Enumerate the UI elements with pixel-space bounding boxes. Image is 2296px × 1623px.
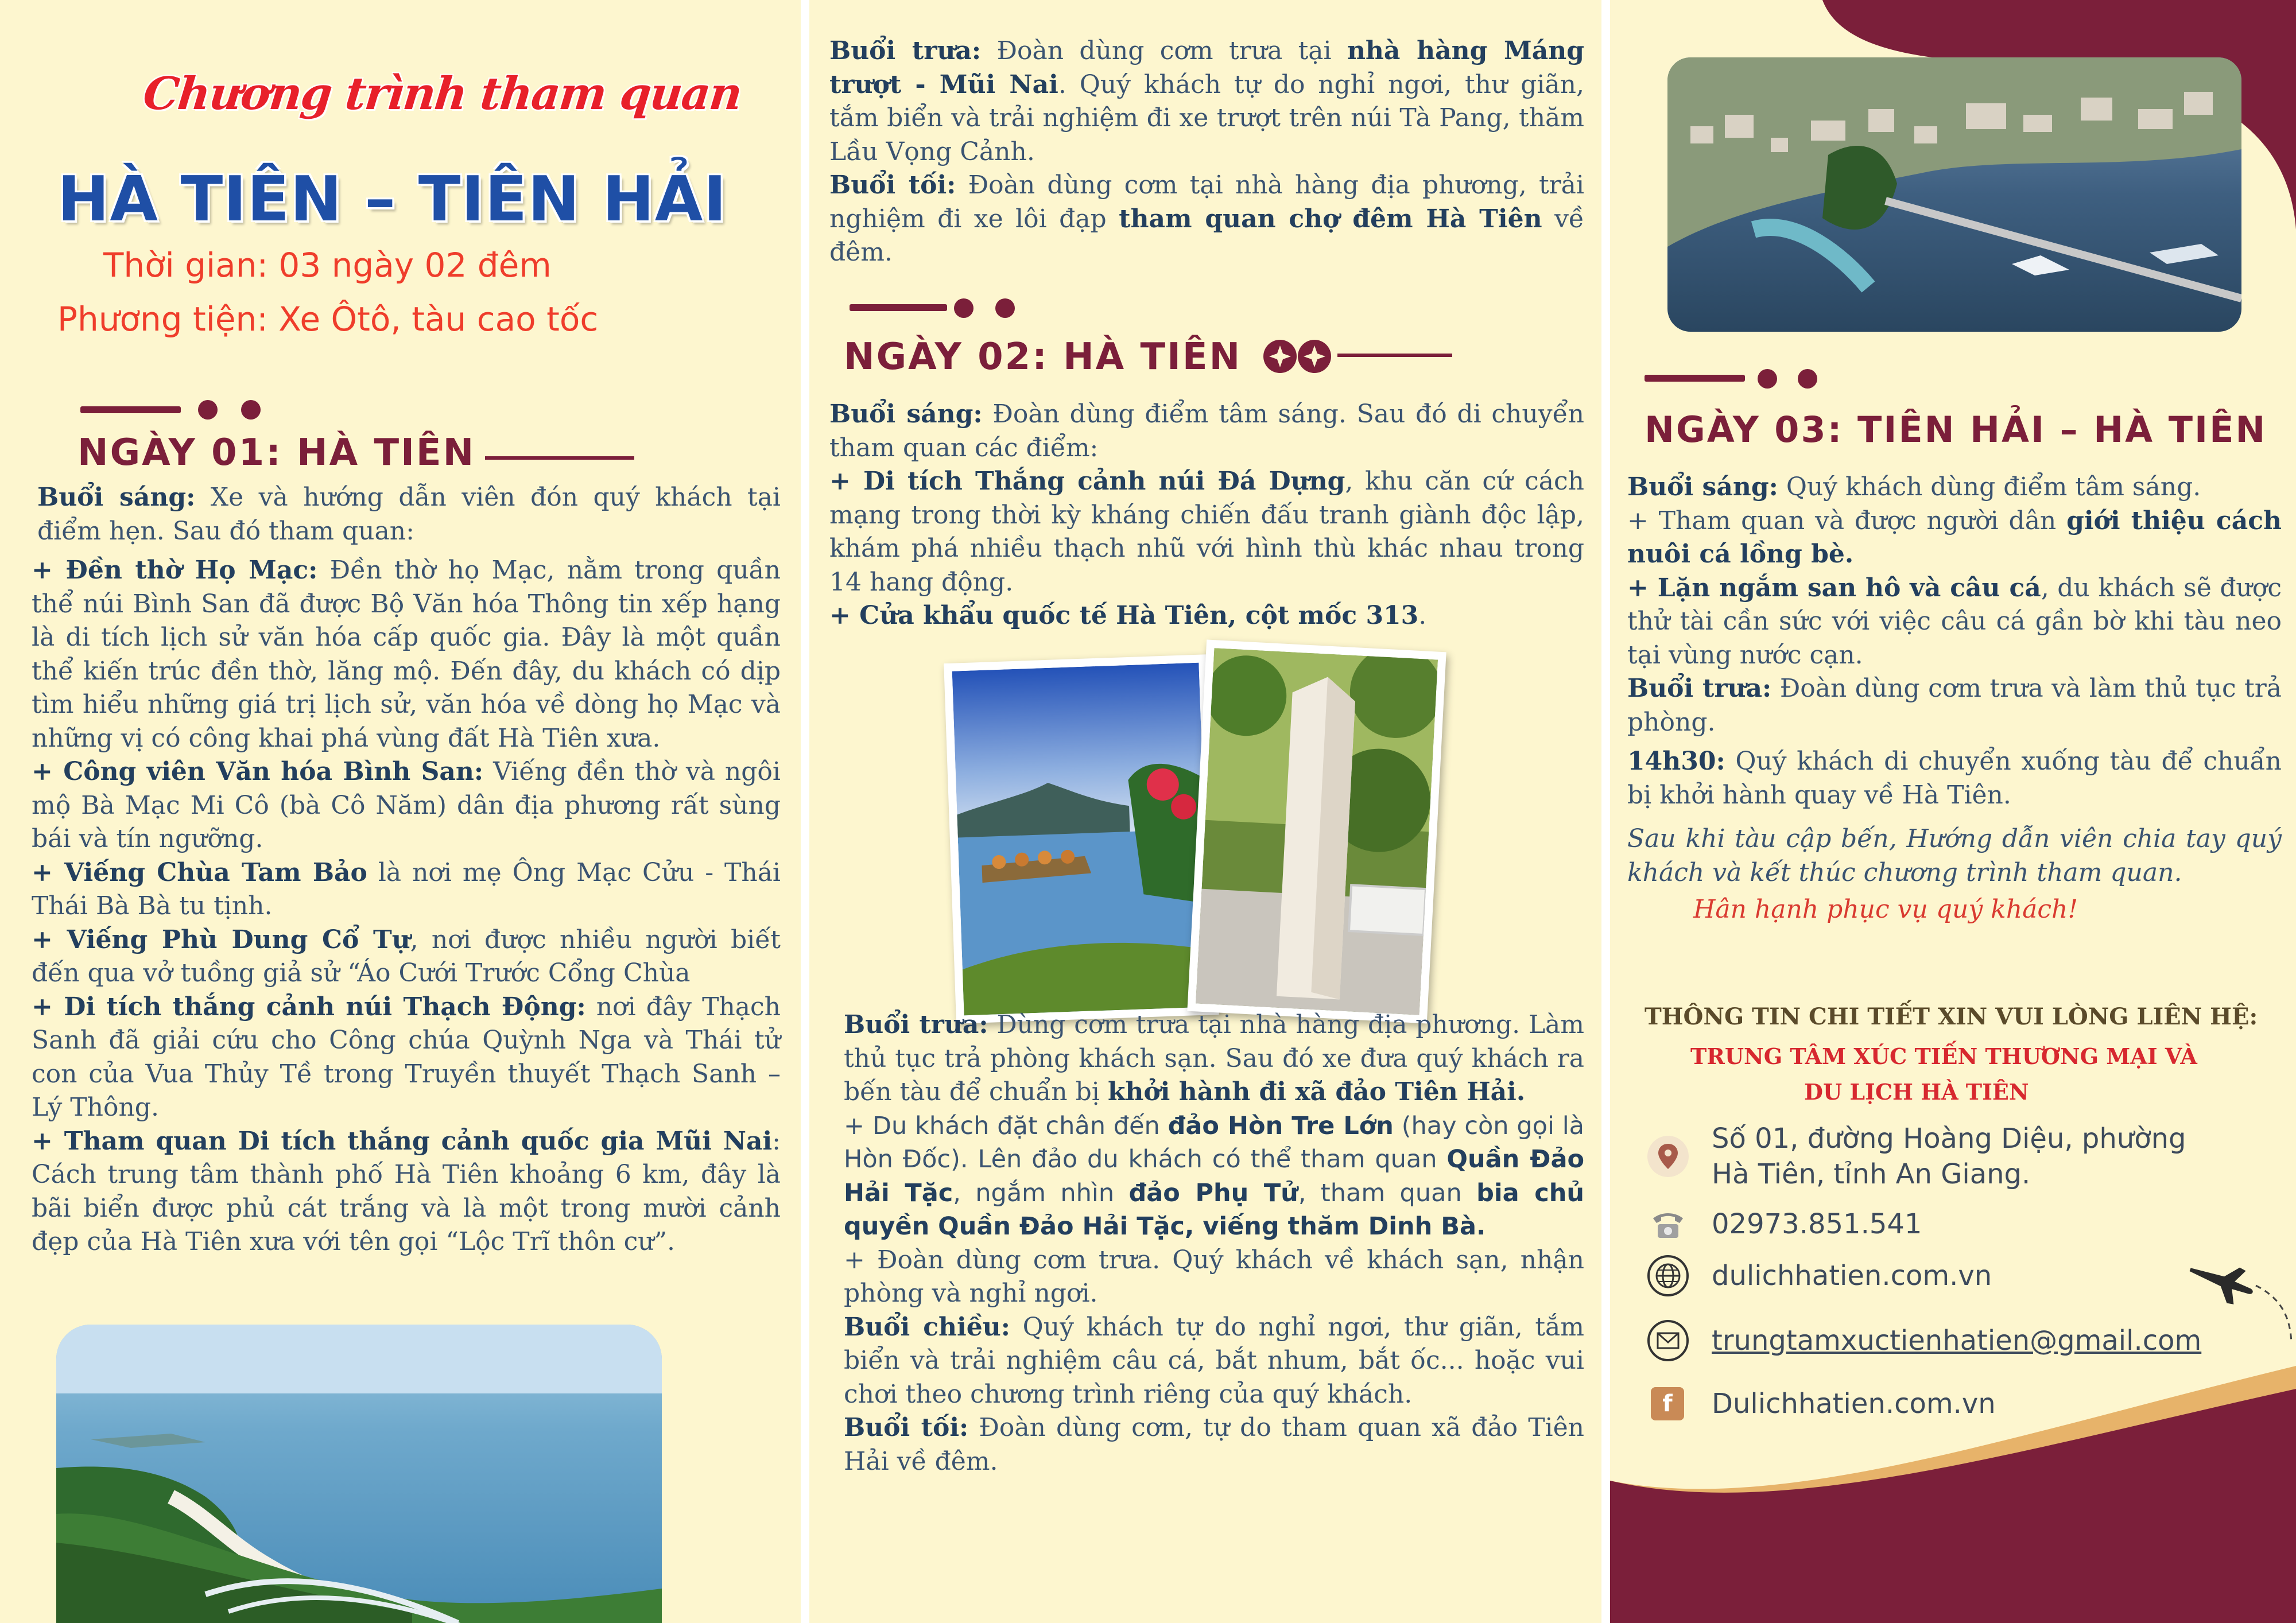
item-thach-dong: + Di tích thắng cảnh núi Thạch Động:: [32, 992, 586, 1022]
label-noon: Buổi trưa:: [844, 1010, 988, 1039]
text-island-4: , tham quan: [1298, 1178, 1477, 1207]
thanks-text: Hân hạnh phục vụ quý khách!: [1693, 895, 2078, 924]
decor-dot: [241, 400, 261, 420]
fold-gap: [1601, 0, 1610, 1623]
text-lunch: + Đoàn dùng cơm trưa. Quý khách về khách sạn, nhận phòng và nghỉ ngơi.: [844, 1245, 1584, 1308]
day3-itinerary: [1627, 471, 2282, 927]
text-island-2: (hay còn gọi là Hòn Đốc). Lên đảo du khách có thể tham quan: [844, 1111, 1585, 1174]
facebook-link[interactable]: Dulichhatien.com.vn: [1712, 1388, 1996, 1420]
decor-bar: [850, 304, 947, 311]
decor-dot: [954, 298, 974, 318]
label-evening: Buổi tối:: [829, 170, 956, 200]
label-noon: Buổi trưa:: [1627, 674, 1772, 703]
text-morning: Đoàn dùng điểm tâm sáng. Sau đó di chuyển tham quan các điểm:: [829, 399, 1584, 463]
label-1430: 14h30:: [1627, 747, 1725, 776]
text-evening-2: về đêm.: [829, 204, 1585, 267]
address-line1: Số 01, đường Hoàng Diệu, phường: [1712, 1123, 2186, 1155]
email-icon: [1647, 1320, 1689, 1361]
item-phu-dung-co-tu: + Viếng Phù Dung Cổ Tự: [32, 925, 410, 954]
contact-email: [1647, 1320, 2201, 1361]
item-cua-khau: + Cửa khẩu quốc tế Hà Tiên, cột mốc 313: [829, 601, 1419, 630]
facebook-icon: [1651, 1387, 1684, 1420]
closing-text: Sau khi tàu cập bến, Hướng dẫn viên chia tay quý khách và kết thúc chương trình tham quan.: [1627, 824, 2282, 887]
item-den-tho-ho-mac: + Đền thờ Họ Mạc:: [32, 556, 318, 585]
duration-text: Thời gian: 03 ngày 02 đêm: [103, 246, 552, 285]
label-evening: Buổi tối:: [844, 1413, 969, 1442]
text-noon: Dùng cơm trưa tại nhà hàng địa phương. Làm thủ tục trả phòng khách sạn. Sau đó xe đưa quý khách ra bến tàu để chuẩn bị: [844, 1010, 1584, 1106]
text-noon: Đoàn dùng cơm trưa và làm thủ tục trả phòng.: [1627, 674, 2282, 737]
photo-mui-nai-beach: [56, 1325, 662, 1623]
text-evening: Đoàn dùng cơm tại nhà hàng địa phương, trải nghiệm đi xe lôi đạp: [829, 170, 1584, 234]
day3-heading: NGÀY 03: TIÊN HẢI – HÀ TIÊN: [1645, 409, 2267, 451]
dao-phu-tu: đảo Phụ Tử: [1128, 1178, 1298, 1207]
location-pin-icon: [1647, 1136, 1689, 1177]
decor-dot: [1798, 369, 1817, 389]
hon-tre-lon: đảo Hòn Tre Lớn: [1168, 1111, 1394, 1140]
org-name-line1: TRUNG TÂM XÚC TIẾN THƯƠNG MẠI VÀ: [1690, 1043, 2197, 1069]
item-text: là nơi mẹ Ông Mạc Cửu - Thái Thái Bà Bà tu tịnh.: [32, 857, 781, 921]
item-text: , khu căn cứ cách mạng trong thời kỳ kháng chiến đấu tranh giành độc lập, khám phá nhiều thạch nhũ với hình thù khác nhau trong 14 hang động.: [829, 467, 1584, 597]
item-da-dung: + Di tích Thắng cảnh núi Đá Dựng: [829, 467, 1345, 496]
text-afternoon: Quý khách tự do nghỉ ngơi, thư giãn, tắm biển và trải nghiệm câu cá, bắt nhum, bắt ốc... hoặc vui chơi theo chương trình riêng của quý khách.: [844, 1312, 1584, 1409]
depart-tien-hai: khởi hành đi xã đảo Tiên Hải.: [1107, 1077, 1526, 1106]
decor-dot: [198, 400, 218, 420]
fold-gap: [801, 0, 809, 1623]
item-text: .: [1418, 601, 1427, 630]
day1-continued: [829, 34, 1584, 270]
text-noon-2: . Quý khách tự do nghỉ ngơi, thư giãn, tắm biển và trải nghiệm đi xe trượt trên núi Tà Pang, thăm Lầu Vọng Cảnh.: [829, 69, 1584, 166]
bia-chu-quyen: bia chủ quyền Quần Đảo Hải Tặc, viếng thăm Dinh Bà.: [844, 1178, 1584, 1241]
day2-heading: NGÀY 02: HÀ TIÊN: [844, 336, 1242, 378]
photo-ha-tien-city: [1667, 57, 2241, 332]
telephone-icon: [1647, 1203, 1689, 1245]
globe-icon: [1647, 1255, 1689, 1296]
org-name-line2: DU LỊCH HÀ TIÊN: [1804, 1079, 2029, 1105]
email-link[interactable]: trungtamxuctienhatien@gmail.com: [1712, 1325, 2202, 1357]
panel-day1: [0, 0, 801, 1623]
item-text: , nơi được nhiều người biết đến qua vở tuồng giả sử “Áo Cưới Trước Cổng Chùa: [32, 925, 781, 988]
label-morning: Buổi sáng:: [37, 483, 196, 512]
airplane-icon: [2158, 1228, 2296, 1368]
decor-dot: [1758, 369, 1777, 389]
photo-fish-farm: [944, 654, 1219, 1024]
contact-heading: THÔNG TIN CHI TIẾT XIN VUI LÒNG LIÊN HỆ:: [1645, 1003, 2258, 1030]
item-text: Đền thờ họ Mạc, nằm trong quần thể núi Bình San đã được Bộ Văn hóa Thông tin xếp hạng là di tích lịch sử văn hóa cấp quốc gia. Đây là một quần thể kiến trúc đền thờ, lăng mộ. Đến đây, du khách có dịp tìm hiểu những giá trị lịch sử, văn hóa về dòng họ Mạc và những vị có công khai phá vùng đất Hà Tiên xưa.: [32, 556, 781, 753]
night-market: tham quan chợ đêm Hà Tiên: [1119, 204, 1542, 234]
text-morning: Xe và hướng dẫn viên đón quý khách tại điểm hẹn. Sau đó tham quan:: [37, 483, 781, 546]
day1-heading: NGÀY 01: HÀ TIÊN: [77, 432, 476, 474]
day2-morning: [829, 398, 1584, 633]
label-morning: Buổi sáng:: [1627, 472, 1778, 502]
phone-number[interactable]: 02973.851.541: [1712, 1208, 1922, 1240]
text-evening: Đoàn dùng cơm, tự do tham quan xã đảo Tiên Hải về đêm.: [844, 1413, 1584, 1476]
contact-website: [1647, 1255, 1992, 1296]
fish-farm: giới thiệu cách nuôi cá lồng bè.: [1627, 506, 2282, 569]
contact-phone: [1647, 1203, 1922, 1245]
decor-line: [1337, 354, 1452, 357]
panel-day3: [1610, 0, 2296, 1623]
main-title: HÀ TIÊN – TIÊN HẢI: [57, 164, 727, 235]
program-script-title: Chương trình tham quan: [141, 68, 744, 120]
item-chua-tam-bao: + Viếng Chùa Tam Bảo: [32, 857, 367, 887]
photo-border-marker-313: [1187, 640, 1446, 1024]
quan-dao-hai-tac: Quần Đảo Hải Tặc: [844, 1145, 1585, 1207]
text-noon: Đoàn dùng cơm trưa tại: [981, 36, 1347, 65]
item-cong-vien-binh-san: + Công viên Văn hóa Bình San:: [32, 757, 484, 786]
decor-line: [485, 456, 634, 460]
decor-bar: [80, 406, 181, 413]
contact-address: [1647, 1121, 2186, 1192]
transport-text: Phương tiện: Xe Ôtô, tàu cao tốc: [57, 300, 599, 339]
text-morning: Quý khách dùng điểm tâm sáng.: [1778, 472, 2201, 502]
address-line2: Hà Tiên, tỉnh An Giang.: [1712, 1158, 2031, 1190]
text-island: + Du khách đặt chân đến: [844, 1111, 1168, 1140]
restaurant-mang-truot: nhà hàng Máng trượt - Mũi Nai: [829, 36, 1584, 99]
item-text: nơi đây Thạch Sanh đã giải cứu cho Công chúa Quỳnh Nga và Thái tử con của Vua Thủy Tề trong Truyền thuyết Thạch Sanh – Lý Thông.: [32, 992, 781, 1122]
item-text: : Cách trung tâm thành phố Hà Tiên khoảng 6 km, đây là bãi biển được phủ cát trắng và là một trong mười cảnh đẹp của Hà Tiên xưa với tên gọi “Lộc Trĩ thôn cư”.: [32, 1126, 781, 1256]
text-island-3: , ngắm nhìn: [953, 1178, 1129, 1207]
label-afternoon: Buổi chiều:: [844, 1312, 1010, 1342]
item-text: , du khách sẽ được thử tài cần sức với việc câu cá gần bờ khi tàu neo tại vùng nước cạn.: [1627, 573, 2282, 670]
decor-bar: [1645, 375, 1745, 382]
item-snorkel-fishing: + Lặn ngắm san hô và câu cá: [1627, 573, 2041, 603]
facebook-letter: f: [1662, 1391, 1673, 1417]
decor-dot: [995, 298, 1015, 318]
item-text: Viếng đền thờ và ngôi mộ Bà Mạc Mi Cô (bà Cô Năm) dân địa phương rất sùng bái và tín ngưỡng.: [32, 757, 781, 853]
day2-afternoon: [844, 1008, 1584, 1478]
contact-facebook: [1647, 1386, 1996, 1422]
label-noon: Buổi trưa:: [829, 36, 982, 65]
label-morning: Buổi sáng:: [829, 399, 983, 429]
day1-itinerary: [32, 481, 781, 1259]
website-link[interactable]: dulichhatien.com.vn: [1712, 1260, 1992, 1292]
item-mui-nai: + Tham quan Di tích thắng cảnh quốc gia Mũi Nai: [32, 1126, 773, 1156]
text-1430: Quý khách di chuyển xuống tàu để chuẩn bị khởi hành quay về Hà Tiên.: [1627, 747, 2282, 810]
sparkle-icon: [1263, 337, 1340, 378]
text-fish-farm: + Tham quan và được người dân: [1627, 506, 2067, 535]
panel-day2: [809, 0, 1601, 1623]
